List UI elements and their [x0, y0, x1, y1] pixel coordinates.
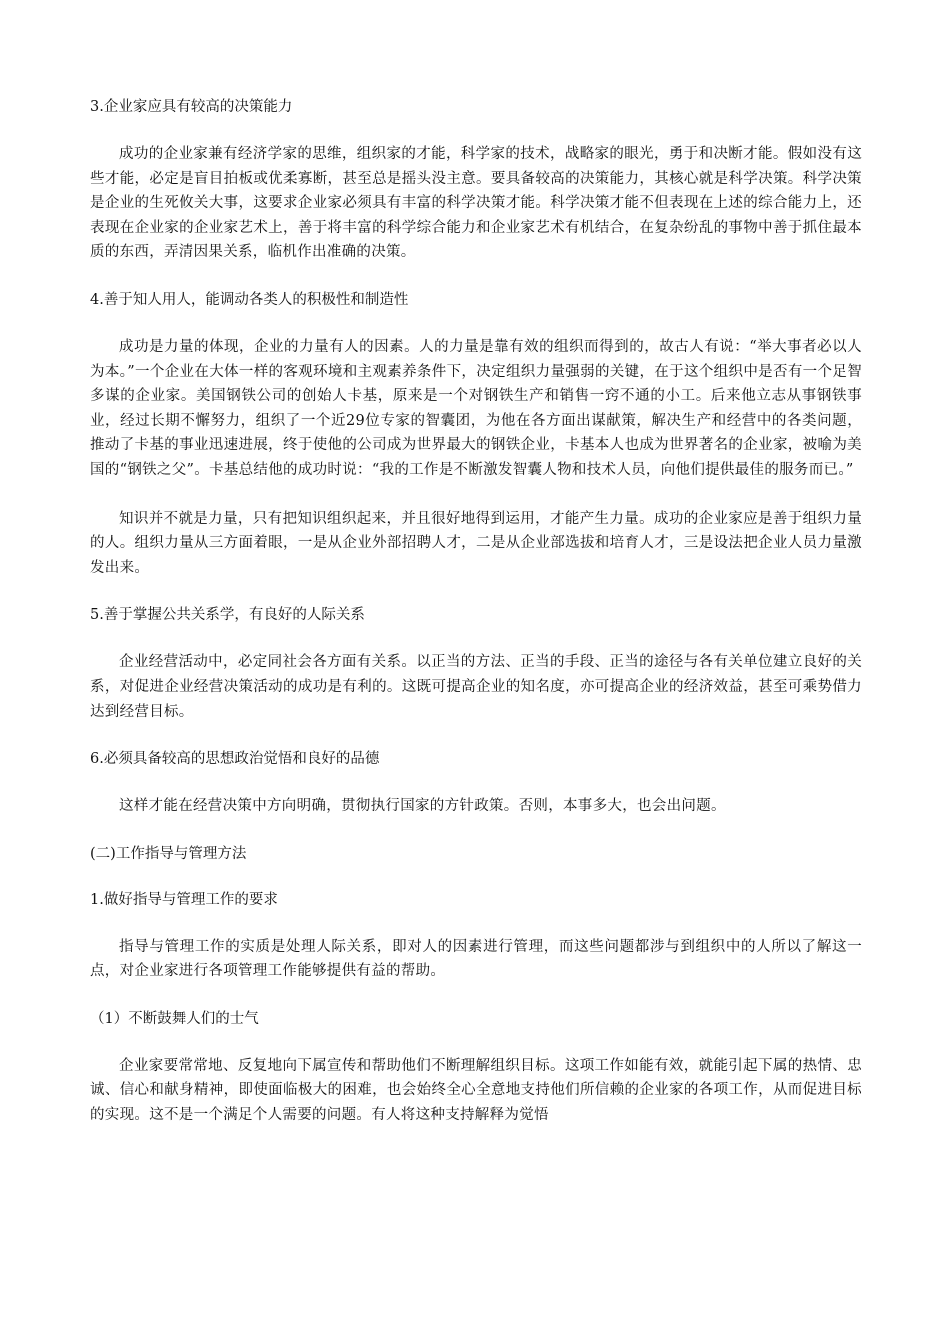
- section-heading-morale: （1）不断鼓舞人们的士气: [90, 1010, 259, 1027]
- section-heading-political-awareness: 6.必须具备较高的思想政治觉悟和良好的品德: [90, 751, 380, 768]
- paragraph-morale: 企业家要常常地、反复地向下属宣传和帮助他们不断理解组织目标。这项工作如能有效，就能引起下属的热情、忠诚、信心和献身精神，即使面临极大的困难，也会始终全心全意地支持他们所信赖的企业家的各项工作，从而促进目标的实现。这不是一个满足个人需要的问题。有人将这种支持解释为觉悟: [90, 1057, 862, 1124]
- paragraph-guidance-requirements: 指导与管理工作的实质是处理人际关系，即对人的因素进行管理，而这些问题都涉与到组织中的人所以了解这一点，对企业家进行各项管理工作能够提供有益的帮助。: [90, 938, 862, 980]
- section-heading-decision-ability: 3.企业家应具有较高的决策能力: [90, 99, 293, 115]
- paragraph-carnegie-story: 成功是力量的体现，企业的力量有人的因素。人的力量是靠有效的组织而得到的，故古人有说：“举大事者必以人为本。”一个企业在大体一样的客观环境和主观素养条件下，决定组织力量强弱的关键，在于这个组织中是否有一个足智多谋的企业家。美国钢铁公司的创始人卡基，原来是一个对钢铁生产和销售一窍不通的小工。后来他立志从事钢铁事业，经过长期不懈努力，组织了一个近29位专家的智囊团，为他在各方面出谋献策，解决生产和经营中的各类问题，推动了卡基的事业迅速进展，终于使他的公司成为世界最大的钢铁企业，卡基本人也成为世界著名的企业家，被喻为美国的“钢铁之父”。卡基总结他的成功时说：“我的工作是不断激发智囊人物和技术人员，向他们提供最佳的服务而已。”: [90, 338, 862, 478]
- paragraph-knowledge-power: 知识并不就是力量，只有把知识组织起来，并且很好地得到运用，才能产生力量。成功的企业家应是善于组织力量的人。组织力量从三方面着眼，一是从企业外部招聘人才，二是从企业部选拔和培育人才，三是设法把企业人员力量激发出来。: [90, 510, 862, 576]
- section-heading-work-guidance: (二)工作指导与管理方法: [90, 845, 247, 862]
- section-heading-people-management: 4.善于知人用人，能调动各类人的积极性和制造性: [90, 291, 409, 308]
- paragraph-political-awareness: 这样才能在经营决策中方向明确，贯彻执行国家的方针政策。否则，本事多大，也会出问题。: [119, 798, 726, 815]
- paragraph-public-relations: 企业经营活动中，必定同社会各方面有关系。以正当的方法、正当的手段、正当的途径与各有关单位建立良好的关系，对促进企业经营决策活动的成功是有利的。这既可提高企业的知名度，亦可提高企业的经济效益，甚至可乘势借力达到经营目标。: [90, 654, 862, 720]
- section-heading-public-relations: 5.善于掌握公共关系学，有良好的人际关系: [90, 607, 365, 624]
- section-heading-guidance-requirements: 1.做好指导与管理工作的要求: [90, 891, 278, 908]
- document-body: [90, 96, 862, 1128]
- paragraph-decision-ability: 成功的企业家兼有经济学家的思维，组织家的才能，科学家的技术，战略家的眼光，勇于和决断才能。假如没有这些才能，必定是盲目拍板或优柔寡断，甚至总是摇头没主意。要具备较高的决策能力，其核心就是科学决策。科学决策是企业的生死攸关大事，这要求企业家必须具有丰富的科学决策才能。科学决策才能不但表现在上述的综合能力上，还表现在企业家的企业家艺术上，善于将丰富的科学综合能力和企业家艺术有机结合，在复杂纷乱的事物中善于抓住最本质的东西，弄清因果关系，临机作出准确的决策。: [90, 146, 862, 261]
